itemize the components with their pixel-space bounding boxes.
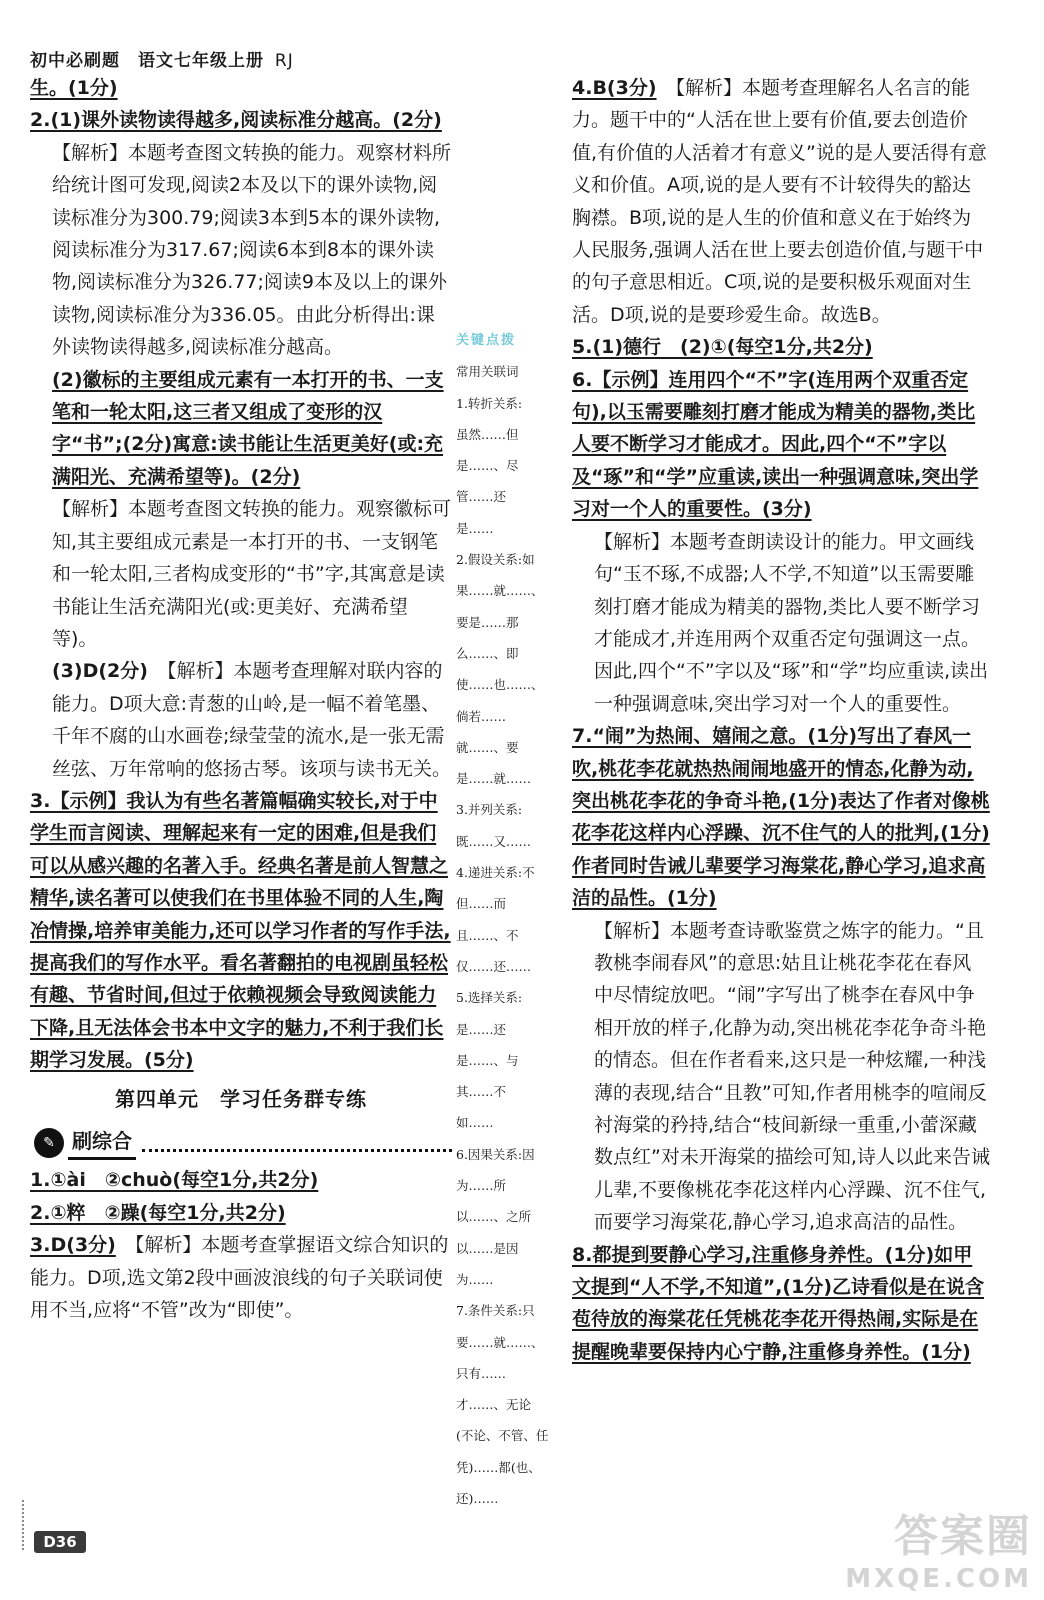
q8-answer: 8.都提到要静心学习,注重修身养性。(1分)如甲文提到“人不学,不知道”,(1分)乙诗看似是在说含苞待放的海棠花任凭桃花李花开得热闹,实际是在提醒晚辈要保持内心宁静,注重修身养性。(1分) [572,1243,984,1363]
sidebar-line: 为……所 [456,1178,507,1194]
q6-answer: 6.【示例】连用四个“不”字(连用两个双重否定句),以玉需要雕刻打磨才能成为精美的器物,类比人要不断学习才能成才。因此,四个“不”字以及“琢”和“学”应重读,读出一种强调意味,突出学习对一个人的重要性。(3分) [572,368,979,521]
q2-part3-analysis: 【解析】本题考查理解对联内容的能力。D项大意:青葱的山岭,是一幅不着笔墨、千年不腐的山水画卷;绿莹莹的流水,是一张无需丝弦、万年常响的悠扬古琴。该项与读书无关。 [52,660,452,780]
section-label: 刷综合 [68,1125,136,1160]
sidebar-line: 是…… [456,520,494,536]
sidebar-line: 要……就……、 [456,1334,544,1350]
q7-analysis: 【解析】本题考查诗歌鉴赏之炼字的能力。“且教桃李闹春风”的意思:姑且让桃花李花在春风中尽情绽放吧。“闹”字写出了桃李在春风中争相开放的样子,化静为动,突出桃花李花争奇斗艳的情态。但在作者看来,这只是一种炫耀,一种浅薄的表现,结合“且教”可知,作者用桃李的喧闹反衬海棠的矜持,结合“枝间新绿一重重,小蕾深藏数点红”对未开海棠的描绘可知,诗人以此来告诫儿辈,不要像桃花李花这样内心浮躁、沉不住气,而要学习海棠花,静心学习,追求高洁的品性。 [594,919,990,1234]
sidebar-line: 以……、之所 [456,1209,532,1225]
sidebar-line: 3.并列关系: [456,802,523,818]
sidebar-line: 仅……还…… [456,958,532,974]
sidebar-line: 6.因果关系:因 [456,1146,535,1162]
q2-part1-answer: 2.(1)课外读物读得越多,阅读标准分越高。(2分) [30,109,442,132]
sidebar-line: 还)…… [456,1490,499,1506]
sidebar-line: 其……不 [456,1084,507,1100]
sidebar-title: 关键点拨 [456,333,517,348]
watermark-url: MXQE.COM [845,1564,1032,1594]
footer-dotted-line [22,1500,34,1550]
sidebar-line: 常用关联词 [456,364,519,380]
q4-answer: 4.B(3分) [572,77,657,99]
sidebar-line: 凭)……都(也、 [456,1459,541,1475]
sidebar-line: 5.选择关系: [456,990,523,1006]
key-tips-sidebar [456,325,568,1514]
s3-analysis: 【解析】本题考查掌握语文综合知识的能力。D项,选文第2段中画波浪线的句子关联词使用不当,应将“不管”改为“即使”。 [30,1234,449,1322]
sidebar-line: 是……就…… [456,771,532,787]
sidebar-line: 以……是因 [456,1240,519,1256]
q4-analysis: 【解析】本题考查理解名人名言的能力。题干中的“人活在世上要有价值,要去创造价值,有价值的人活着才有意义”说的是人要活得有意义和价值。A项,说的是人要有不计较得失的豁达胸襟。B项,说的是人生的价值和意义在于始终为人民服务,强调人活在世上要去创造价值,与题干中的句子意思相近。C项,说的是要积极乐观面对生活。D项,说的是要珍爱生命。故选B。 [572,77,987,326]
sidebar-line: 1.转折关系: [456,395,523,411]
q6-analysis: 【解析】本题考查朗读设计的能力。甲文画线句“玉不琢,不成器;人不学,不知道”以玉需要雕刻打磨才能成为精美的器物,类比人要不断学习才能成才,并连用两个双重否定句强调这一点。因此,四个“不”字以及“琢”和“学”均应重读,读出一种强调意味,突出学习对一个人的重要性。 [594,530,989,715]
sidebar-line: 4.递进关系:不 [456,865,535,881]
s3-answer: 3.D(3分) [30,1234,116,1257]
continued-line: 生。(1分) [30,77,118,99]
sidebar-line: 才……、无论 [456,1397,532,1413]
sidebar-line: 且……、不 [456,927,519,943]
q2-part1-analysis: 【解析】本题考查图文转换的能力。观察材料所给统计图可发现,阅读2本及以下的课外读物,阅读标准分为300.79;阅读3本到5本的课外读物,阅读标准分为317.67;阅读6本到8本的课外读物,阅读标准分为326.77;阅读9本及以上的课外读物,阅读标准分为336.05。由此分析得出:课外读物读得越多,阅读标准分越高。 [52,141,452,359]
sidebar-line: 7.条件关系:只 [456,1303,535,1319]
sidebar-line: 倘若…… [456,708,507,724]
q2-part2-analysis: 【解析】本题考查图文转换的能力。观察徽标可知,其主要组成元素是一本打开的书、一支钢笔和一轮太阳,三者构成变形的“书”字,其寓意是读书能让生活充满阳光(或:更美好、充满希望等)。 [52,498,452,650]
sidebar-line: 2.假设关系:如 [456,552,535,568]
sidebar-line: 是……、尽 [456,458,519,474]
sidebar-line: 是……、与 [456,1052,519,1068]
q7-answer: 7.“闹”为热闹、嬉闹之意。(1分)写出了春风一吹,桃花李花就热热闹闹地盛开的情态,化静为动,突出桃花李花的争奇斗艳,(1分)表达了作者对像桃花李花这样内心浮躁、沉不住气的人的批判,(1分)作者同时告诫儿辈要学习海棠花,静心学习,追求高洁的品性。(1分) [572,725,990,910]
watermark-logo [845,1500,1032,1594]
sidebar-line: 只有…… [456,1365,507,1381]
sidebar-line: (不论、不管、任 [456,1428,549,1444]
sidebar-line: 为…… [456,1271,494,1287]
page-number: D36 [34,1531,86,1553]
watermark-main: 答案圈 [894,1511,1032,1562]
sidebar-line: 虽然……但 [456,426,519,442]
sidebar-line: 既……又…… [456,833,532,849]
sidebar-line: 就……、要 [456,739,519,755]
sidebar-line: 么……、即 [456,645,519,661]
unit-title: 第四单元 学习任务群专练 [115,1086,367,1111]
right-column [572,72,990,1368]
s2-answer: 2.①粹 ②躁(每空1分,共2分) [30,1201,286,1224]
q5-answer: 5.(1)德行 (2)①(每空1分,共2分) [572,336,873,359]
edition-label: RJ [274,51,294,71]
book-title: 初中必刷题 语文七年级上册 [30,51,264,71]
q2-part2-answer: (2)徽标的主要组成元素有一本打开的书、一支笔和一轮太阳,这三者又组成了变形的汉字“书”;(2分)寓意:读书能让生活更美好(或:充满阳光、充满希望等)。(2分) [52,368,444,488]
sidebar-line: 管……还 [456,489,507,505]
book-header [30,46,294,71]
sidebar-line: 要是……那 [456,614,519,630]
section-header [34,1125,452,1160]
q3-answer: 3.【示例】我认为有些名著篇幅确实较长,对于中学生而言阅读、理解起来有一定的困难,但是我们可以从感兴趣的名著入手。经典名著是前人智慧之精华,读名著可以使我们在书里体验不同的人生,陶冶情操,培养审美能力,还可以学习作者的写作手法,提高我们的写作水平。看名著翻拍的电视剧虽轻松有趣、节省时间,但过于依赖视频会导致阅读能力下降,且无法体会书本中文字的魅力,不利于我们长期学习发展。(5分) [30,789,451,1072]
sidebar-line: 如…… [456,1115,494,1131]
sidebar-line: 但……而 [456,896,507,912]
left-column [30,72,452,1326]
q2-part3-answer: (3)D(2分) [52,660,148,683]
dotted-divider [142,1133,452,1152]
sidebar-line: 是……还 [456,1021,507,1037]
sidebar-line: 使……也……、 [456,677,544,693]
s1-answer: 1.①ài ②chuò(每空1分,共2分) [30,1169,319,1192]
brush-icon: ✎ [34,1128,64,1158]
sidebar-line: 果……就……、 [456,583,544,599]
